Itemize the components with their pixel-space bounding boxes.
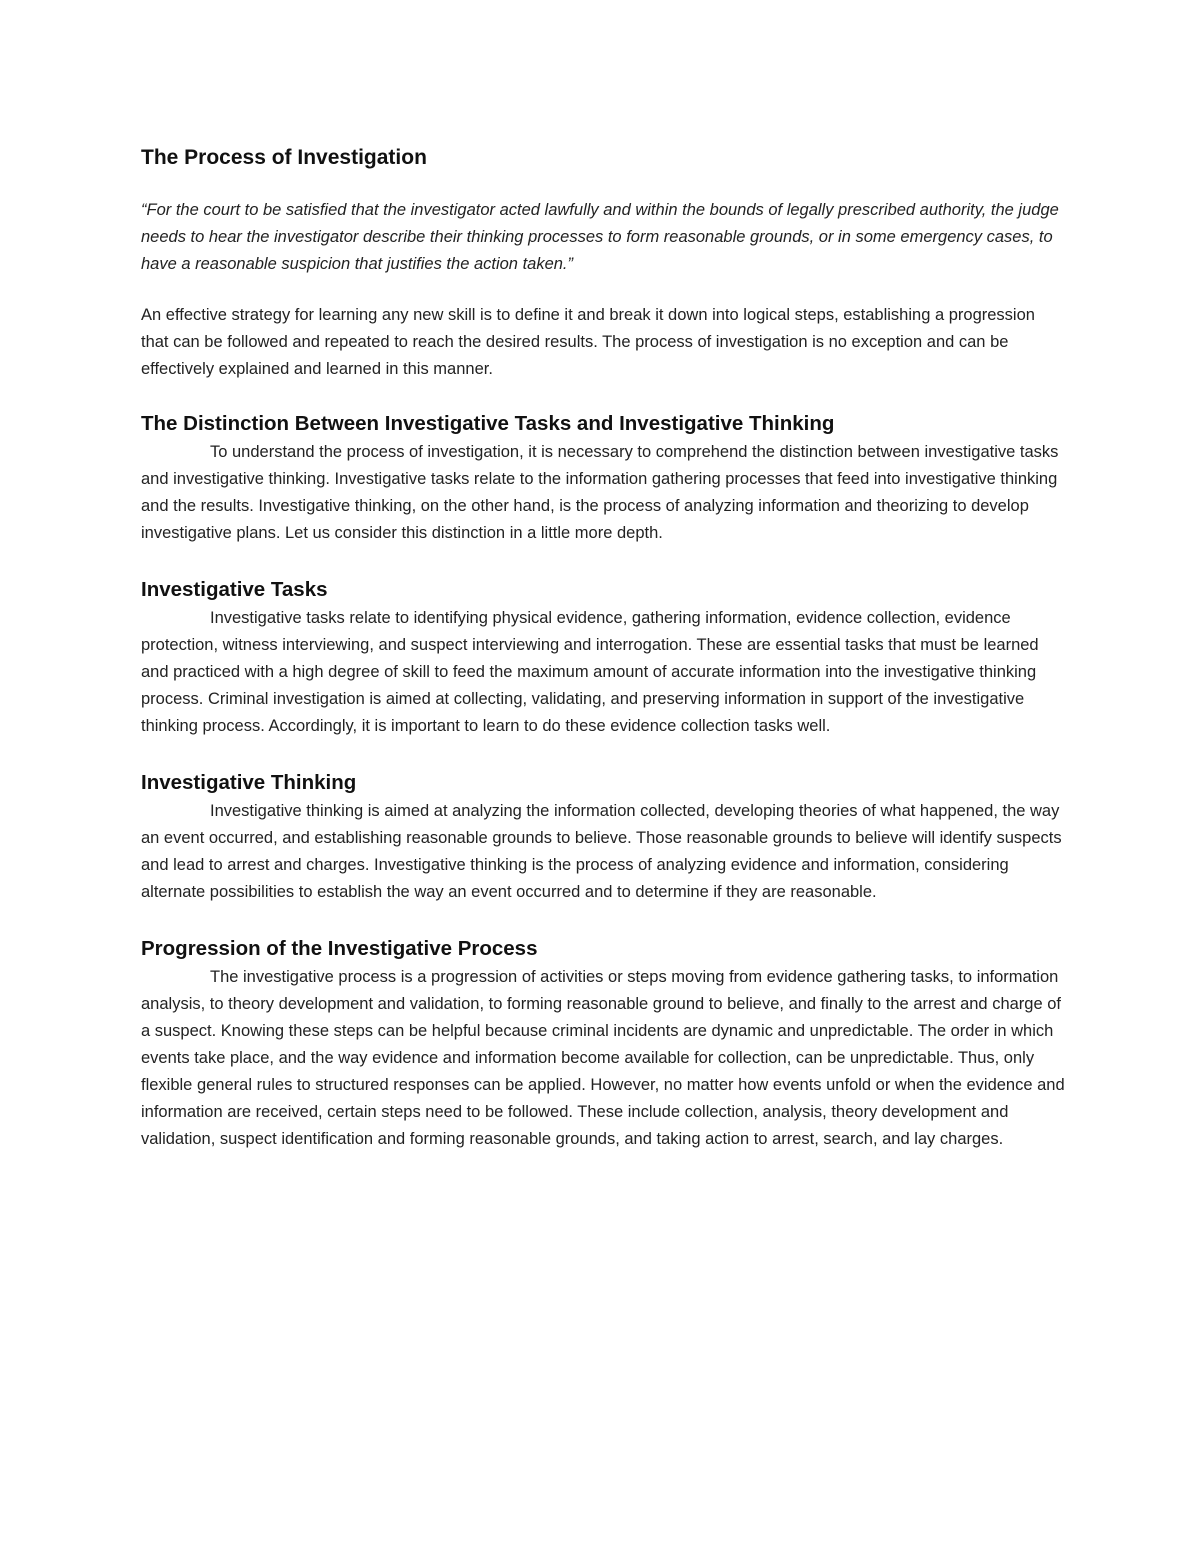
section-distinction	[141, 409, 1066, 547]
document-title: The Process of Investigation	[141, 146, 427, 169]
opening-quote: “For the court to be satisfied that the investigator acted lawfully and within the bounds of legally prescribed authority, the judge needs to hear the investigator describe their thinking processes to form reasonable grounds, or in some emergency cases, to have a reasonable suspicion that justifies the action taken.”	[141, 201, 1059, 273]
section-investigative-thinking	[141, 768, 1066, 906]
section-body: Investigative tasks relate to identifying physical evidence, gathering information, evidence collection, evidence protection, witness interviewing, and suspect interviewing and interrogation. These are essential tasks that must be learned and practiced with a high degree of skill to feed the maximum amount of accurate information into the investigative thinking process. Criminal investigation is aimed at collecting, validating, and preserving information in support of the investigative thinking process. Accordingly, it is important to learn to do these evidence collection tasks well.	[141, 609, 1039, 735]
section-heading: Progression of the Investigative Process	[141, 937, 538, 960]
section-investigative-tasks	[141, 575, 1066, 740]
intro-paragraph: An effective strategy for learning any new skill is to define it and break it down into logical steps, establishing a progression that can be followed and repeated to reach the desired results. The process of investigation is no exception and can be effectively explained and learned in this manner.	[141, 306, 1035, 378]
section-progression	[141, 934, 1066, 1153]
section-body: Investigative thinking is aimed at analyzing the information collected, developing theories of what happened, the way an event occurred, and establishing reasonable grounds to believe. Those reasonable grounds to believe will identify suspects and lead to arrest and charges. Investigative thinking is the process of analyzing evidence and information, considering alternate possibilities to establish the way an event occurred and to determine if they are reasonable.	[141, 802, 1062, 901]
section-heading: The Distinction Between Investigative Tasks and Investigative Thinking	[141, 412, 835, 435]
section-body: To understand the process of investigation, it is necessary to comprehend the distinction between investigative tasks and investigative thinking. Investigative tasks relate to the information gathering processes that feed into investigative thinking and the results. Investigative thinking, on the other hand, is the process of analyzing information and theorizing to develop investigative plans. Let us consider this distinction in a little more depth.	[141, 443, 1059, 542]
section-heading: Investigative Thinking	[141, 771, 357, 794]
section-body: The investigative process is a progression of activities or steps moving from evidence gathering tasks, to information analysis, to theory development and validation, to forming reasonable ground to believe, and finally to the arrest and charge of a suspect. Knowing these steps can be helpful because criminal incidents are dynamic and unpredictable. The order in which events take place, and the way evidence and information become available for collection, can be unpredictable. Thus, only flexible general rules to structured responses can be applied. However, no matter how events unfold or when the evidence and information are received, certain steps need to be followed. These include collection, analysis, theory development and validation, suspect identification and forming reasonable grounds, and taking action to arrest, search, and lay charges.	[141, 968, 1065, 1148]
section-heading: Investigative Tasks	[141, 578, 328, 601]
document-page	[141, 143, 1066, 1181]
